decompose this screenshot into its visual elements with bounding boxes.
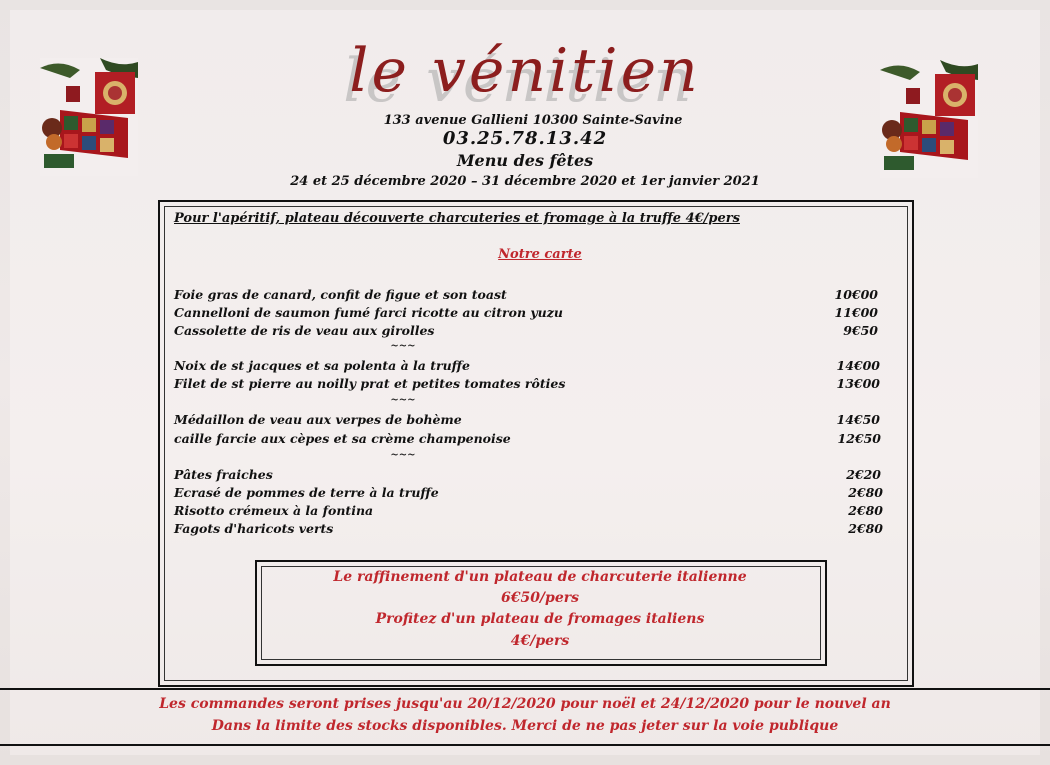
dish-price: 2€80 <box>848 485 883 500</box>
dish-price: 10€00 <box>834 287 878 302</box>
dish-name: Médaillon de veau aux verpes de bohème <box>174 412 462 427</box>
dish-price: 2€80 <box>848 503 883 518</box>
dish-name: Pâtes fraiches <box>174 467 273 482</box>
dish-name: Risotto crémeux à la fontina <box>174 503 374 518</box>
dish-name: Ecrasé de pommes de terre à la truffe <box>174 485 439 500</box>
promo-charcuterie-price: 6€50/pers <box>500 590 580 606</box>
dish-name: Fagots d'haricots verts <box>174 521 334 536</box>
dish-price: 2€20 <box>846 467 881 482</box>
restaurant-address: 133 avenue Gallieni 10300 Sainte-Savine <box>383 113 683 128</box>
order-notice: Les commandes seront prises jusqu'au 20/12/2020 pour noël et 24/12/2020 pour le nouvel an <box>159 696 891 712</box>
dish-name: caille farcie aux cèpes et sa crème champenoise <box>174 431 511 446</box>
dish-name: Filet de st pierre au noilly prat et petites tomates rôties <box>174 376 566 391</box>
promo-fromages: Profitez d'un plateau de fromages italiens <box>375 611 705 627</box>
dish-price: 2€80 <box>848 521 883 536</box>
dish-price: 9€50 <box>843 323 878 338</box>
menu-dates: 24 et 25 décembre 2020 – 31 décembre 2020 et 1er janvier 2021 <box>290 174 760 189</box>
dish-price: 14€00 <box>836 358 880 373</box>
dish-price: 13€00 <box>836 376 880 391</box>
dish-name: Cassolette de ris de veau aux girolles <box>174 323 435 338</box>
dish-name: Cannelloni de saumon fumé farci ricotte au citron yuzu <box>174 305 563 320</box>
stock-notice: Dans la limite des stocks disponibles. Merci de ne pas jeter sur la voie publique <box>211 718 839 734</box>
dish-price: 11€00 <box>834 305 878 320</box>
dish-price: 12€50 <box>837 431 881 446</box>
separator: ~~~ <box>390 341 416 352</box>
promo-charcuterie: Le raffinement d'un plateau de charcuterie italienne <box>333 569 747 585</box>
dish-name: Foie gras de canard, confit de figue et son toast <box>174 287 507 302</box>
dish-name: Noix de st jacques et sa polenta à la truffe <box>174 358 470 373</box>
carte-heading: Notre carte <box>498 247 582 262</box>
restaurant-logo: le vénitien <box>349 36 701 106</box>
separator: ~~~ <box>390 450 416 461</box>
dish-price: 14€50 <box>836 412 880 427</box>
menu-title: Menu des fêtes <box>456 151 594 170</box>
separator: ~~~ <box>390 395 416 406</box>
promo-fromages-price: 4€/pers <box>510 633 570 649</box>
aperitif-offer: Pour l'apéritif, plateau découverte charcuteries et fromage à la truffe 4€/pers <box>174 211 740 226</box>
restaurant-phone: 03.25.78.13.42 <box>442 128 608 149</box>
